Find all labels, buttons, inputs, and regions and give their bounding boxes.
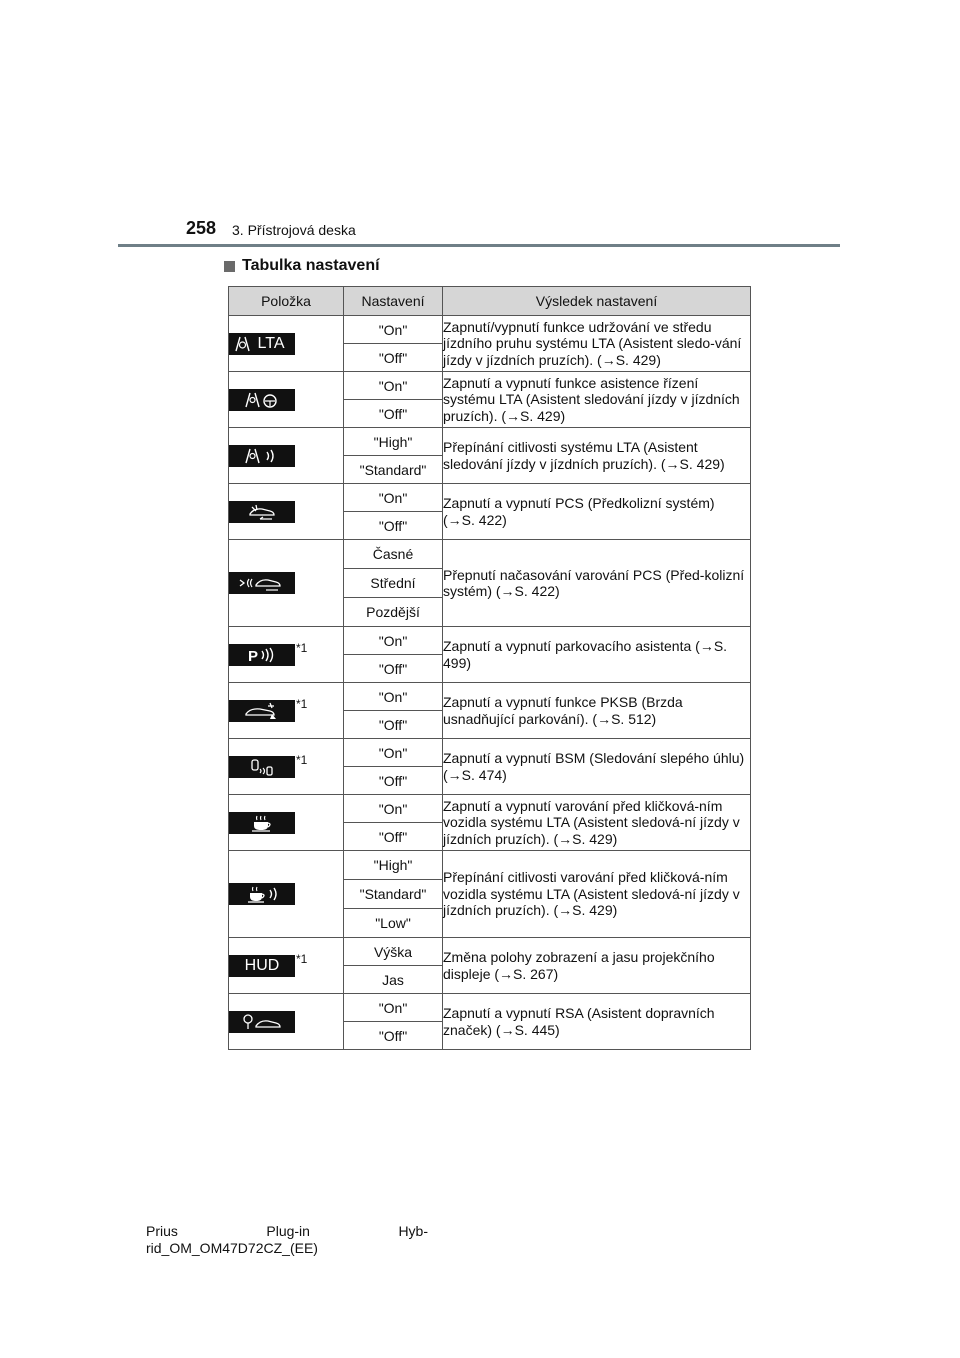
setting-value: Časné (344, 540, 443, 569)
item-icon-cell (229, 627, 344, 683)
setting-result: Přepínání citlivosti systému LTA (Asistent sledování jízdy v jízdních pruzích). (→S. 429) (443, 428, 751, 484)
table-row (229, 428, 751, 456)
table-row (229, 316, 751, 344)
header-divider (118, 244, 840, 247)
setting-value: "Standard" (344, 880, 443, 909)
item-icon-cell (229, 540, 344, 627)
table-row (229, 851, 751, 880)
icon-label: LTA (257, 334, 285, 352)
setting-value: "On" (344, 683, 443, 711)
setting-value: "High" (344, 851, 443, 880)
setting-value: "Off" (344, 823, 443, 851)
table-row (229, 540, 751, 569)
setting-result: Přepínání citlivosti varování před kličková-ním vozidla systému LTA (Asistent sledová-ní jízdy v jízdních pruzích). (→S. 429) (443, 851, 751, 938)
footer (146, 1223, 436, 1257)
page-number: 258 (186, 218, 217, 238)
table-row (229, 994, 751, 1022)
footer-line-2: rid_OM_OM47D72CZ_(EE) (146, 1240, 318, 1256)
svg-text:P: P (248, 647, 259, 665)
setting-result: Zapnutí/vypnutí funkce udržování ve středu jízdního pruhu systému LTA (Asistent sledo-vání jízdy v jízdních pruzích). (→S. 429) (443, 316, 751, 372)
setting-value: "On" (344, 627, 443, 655)
table-row (229, 938, 751, 966)
setting-value: "High" (344, 428, 443, 456)
setting-value: Pozdější (344, 598, 443, 627)
icon-label: HUD (244, 956, 280, 974)
item-icon-cell (229, 428, 344, 484)
settings-table (228, 286, 751, 1050)
table-row (229, 795, 751, 823)
footer-line-1 (146, 1223, 428, 1240)
setting-result: Zapnutí a vypnutí parkovacího asistenta (→S. 499) (443, 627, 751, 683)
lta-sensitivity-icon (229, 445, 295, 467)
setting-value: "On" (344, 795, 443, 823)
pcs-icon (229, 501, 295, 523)
setting-value: "On" (344, 484, 443, 512)
item-icon-cell (229, 938, 344, 994)
coffee-cup-sensitivity-icon (229, 883, 295, 905)
setting-value: "Off" (344, 512, 443, 540)
section-title-text: Tabulka nastavení (242, 257, 380, 274)
footer-word: Plug-in (266, 1223, 310, 1239)
item-icon-cell (229, 739, 344, 795)
setting-value: Jas (344, 966, 443, 994)
table-row (229, 683, 751, 711)
setting-value: Výška (344, 938, 443, 966)
item-icon-cell (229, 372, 344, 428)
item-icon-cell (229, 316, 344, 372)
chapter-title: 3. Přístrojová deska (232, 222, 356, 238)
item-icon-cell (229, 795, 344, 851)
column-header: Nastavení (344, 287, 443, 316)
table-row (229, 627, 751, 655)
setting-result: Přepnutí načasování varování PCS (Před-kolizní systém) (→S. 422) (443, 540, 751, 627)
setting-result: Zapnutí a vypnutí funkce PKSB (Brzda usnadňující parkování). (→S. 512) (443, 683, 751, 739)
setting-value: "On" (344, 316, 443, 344)
table-row (229, 739, 751, 767)
setting-value: "Off" (344, 711, 443, 739)
footer-word: Prius (146, 1223, 178, 1239)
column-header: Výsledek nastavení (443, 287, 751, 316)
footnote-marker: *1 (296, 640, 308, 655)
setting-value: "Standard" (344, 456, 443, 484)
setting-value: "On" (344, 739, 443, 767)
section-heading (224, 257, 380, 275)
footer-word: Hyb- (398, 1223, 428, 1239)
footnote-marker: *1 (296, 752, 308, 767)
setting-result: Změna polohy zobrazení a jasu projekčního displeje (→S. 267) (443, 938, 751, 994)
item-icon-cell (229, 851, 344, 938)
rsa-icon (229, 1011, 295, 1033)
item-icon-cell (229, 484, 344, 540)
setting-result: Zapnutí a vypnutí RSA (Asistent dopravních značek) (→S. 445) (443, 994, 751, 1050)
table-row (229, 484, 751, 512)
setting-value: "On" (344, 372, 443, 400)
setting-value: "Off" (344, 1022, 443, 1050)
footnote-marker: *1 (296, 696, 308, 711)
setting-value: "Off" (344, 400, 443, 428)
setting-value: "Off" (344, 344, 443, 372)
footnote-marker: *1 (296, 951, 308, 966)
item-icon-cell (229, 683, 344, 739)
setting-value: "On" (344, 994, 443, 1022)
setting-result: Zapnutí a vypnutí funkce asistence řízení systému LTA (Asistent sledování jízdy v jízdních pruzích). (→S. 429) (443, 372, 751, 428)
hud-icon (229, 955, 295, 977)
setting-result: Zapnutí a vypnutí BSM (Sledování slepého úhlu) (→S. 474) (443, 739, 751, 795)
setting-value: "Off" (344, 655, 443, 683)
lta-steering-icon (229, 333, 295, 355)
bsm-icon (229, 756, 295, 778)
setting-result: Zapnutí a vypnutí PCS (Předkolizní systém) (→S. 422) (443, 484, 751, 540)
setting-value: "Off" (344, 767, 443, 795)
bullet-square-icon (224, 261, 235, 272)
item-icon-cell (229, 994, 344, 1050)
column-header: Položka (229, 287, 344, 316)
pksb-icon (229, 700, 295, 722)
setting-value: "Low" (344, 909, 443, 938)
table-header-row (229, 287, 751, 316)
setting-value: Střední (344, 569, 443, 598)
pcs-timing-icon (229, 572, 295, 594)
coffee-cup-icon (229, 812, 295, 834)
table-row (229, 372, 751, 400)
lta-steering-assist-icon (229, 389, 295, 411)
parking-assist-icon (229, 644, 295, 666)
setting-result: Zapnutí a vypnutí varování před kličková-ním vozidla systému LTA (Asistent sledová-ní jízdy v jízdních pruzích). (→S. 429) (443, 795, 751, 851)
